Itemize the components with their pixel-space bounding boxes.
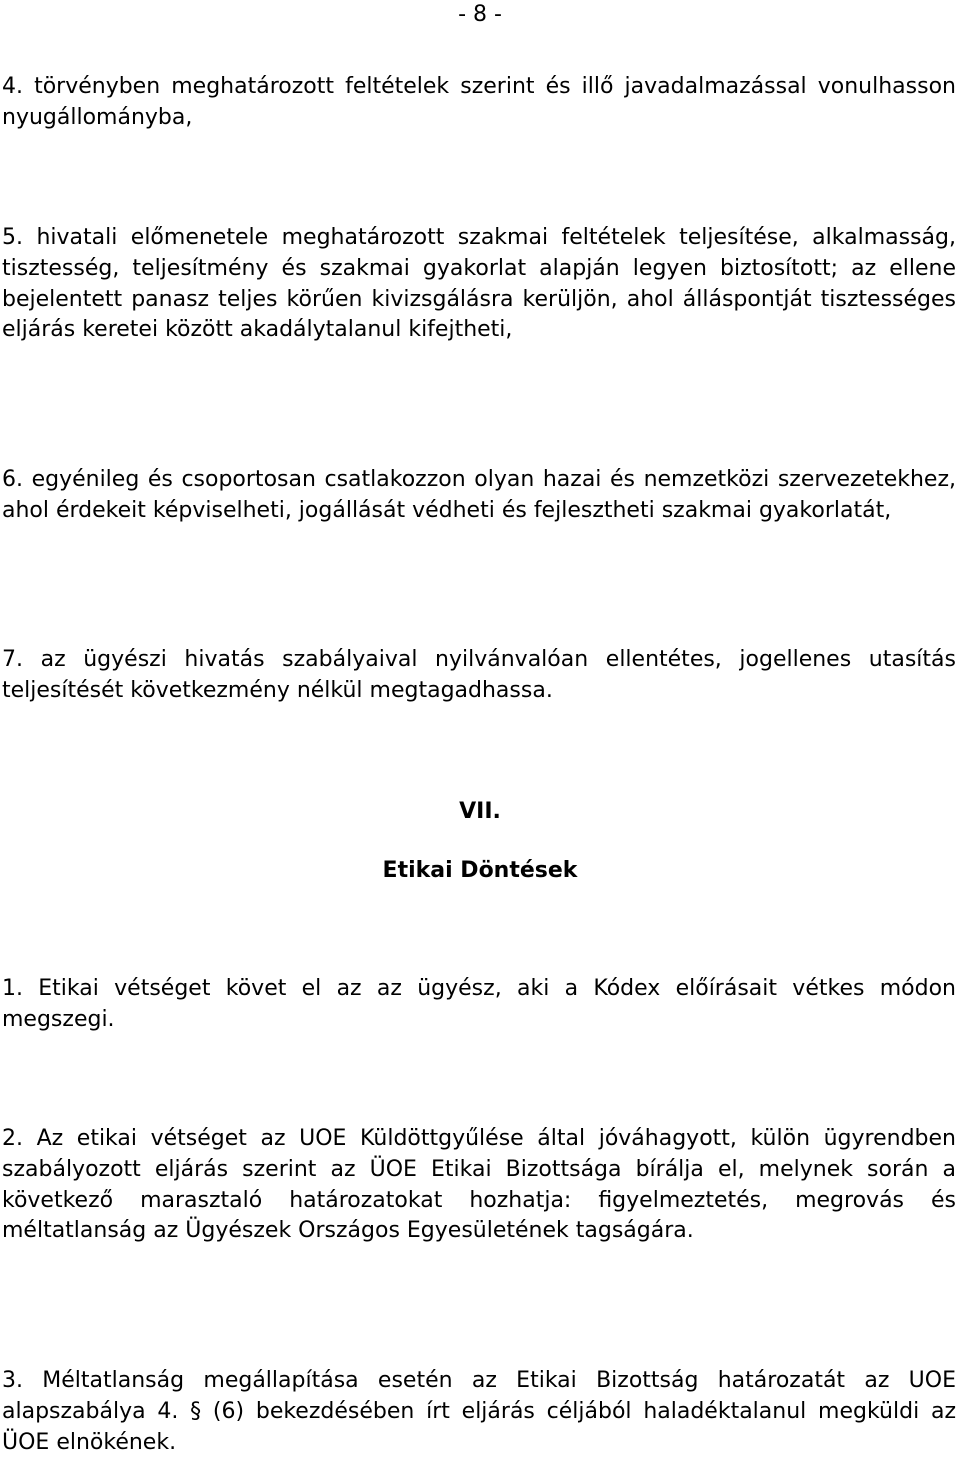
page-number: - 8 - [458,2,502,27]
list-item-6: 6. egyénileg és csoportosan csatlakozzon olyan hazai és nemzetközi szervezetekhez, ahol érdekeit képviselheti, jogállását védheti és fejlesztheti szakmai gyakorlatát, [2,467,956,523]
section-number: VII. [459,799,501,824]
rule-item-1: 1. Etikai vétséget követ el az az ügyész, aki a Kódex előírásait vétkes módon megszegi. [2,976,956,1032]
list-item-7: 7. az ügyészi hivatás szabályaival nyilvánvalóan ellentétes, jogellenes utasítás teljesítését következmény nélkül megtagadhassa. [2,647,956,703]
rule-item-3: 3. Méltatlanság megállapítása esetén az Etikai Bizottság határozatát az UOE alapszabálya 4. § (6) bekezdésében írt eljárás céljából haladéktalanul megküldi az ÜOE elnökének. [2,1368,956,1455]
rule-item-2: 2. Az etikai vétséget az UOE Küldöttgyűlése által jóváhagyott, külön ügyrendben szabályozott eljárás szerint az ÜOE Etikai Bizottsága bírálja el, melynek során a következő marasztaló határozatokat hozhatja: figyelmeztetés, megrovás és méltatlanság az Ügyészek Országos Egyesületének tagságára. [2,1126,956,1244]
list-item-4: 4. törvényben meghatározott feltételek szerint és illő javadalmazással vonulhasson nyugállományba, [2,74,956,130]
section-title: Etikai Döntések [382,858,578,883]
list-item-5: 5. hivatali előmenetele meghatározott szakmai feltételek teljesítése, alkalmasság, tisztesség, teljesítmény és szakmai gyakorlat alapján legyen biztosított; az ellene bejelentett panasz teljes körűen kivizsgálásra kerüljön, ahol álláspontját tisztességes eljárás keretei között akadálytalanul kifejtheti, [2,225,956,343]
